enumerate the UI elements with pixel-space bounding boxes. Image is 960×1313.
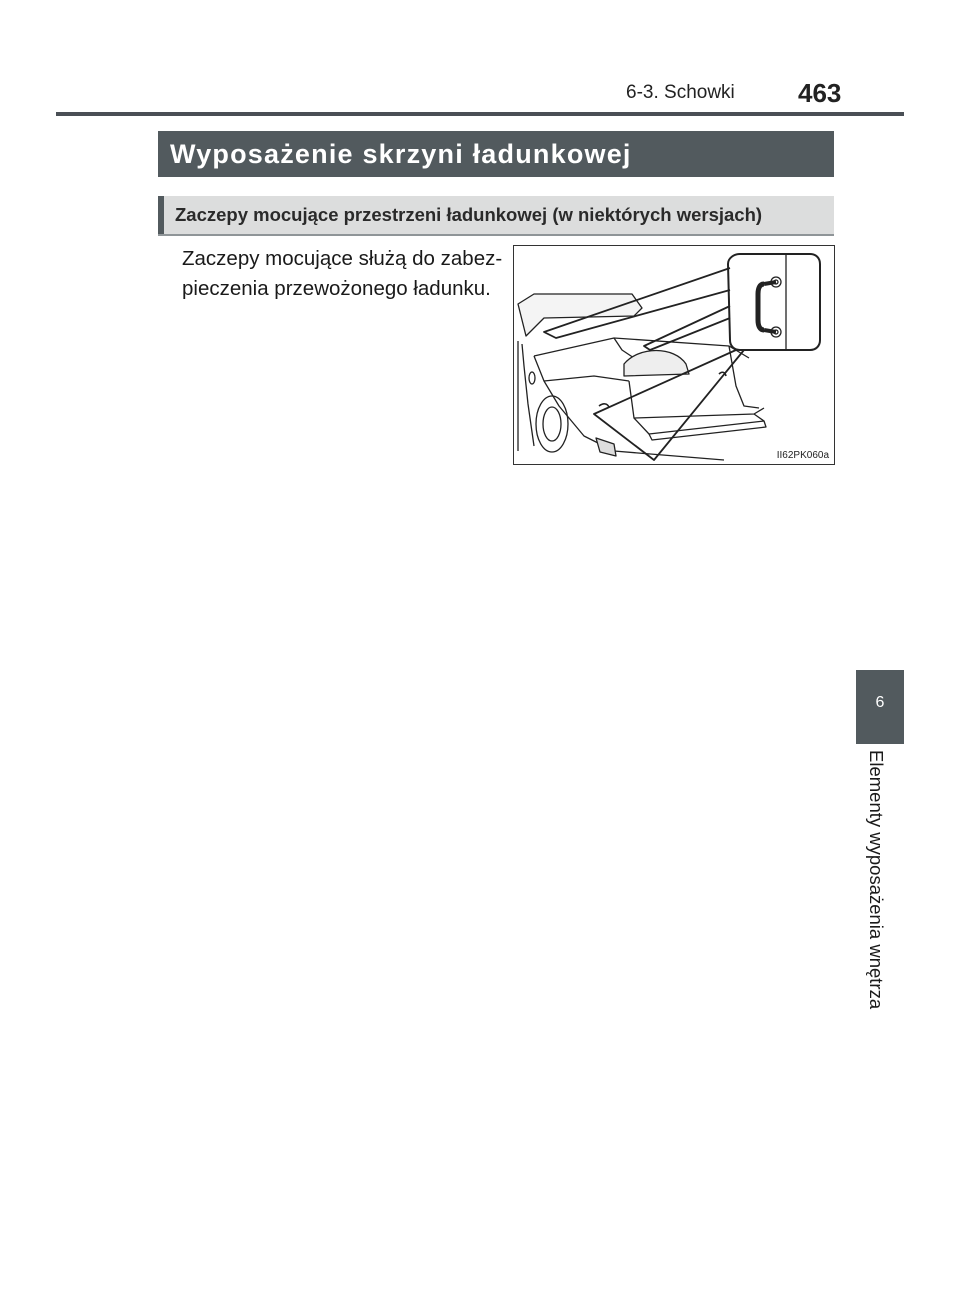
rear-wheel — [536, 396, 568, 452]
bed-side — [544, 381, 724, 460]
subsection-title: Zaczepy mocujące przestrzeni ładunkowej (w niektórych wersjach) — [175, 204, 763, 225]
section-title: Wyposażenie skrzyni ładunkowej — [170, 139, 632, 169]
bed-hook-front — [599, 404, 609, 407]
cargo-bed-illustration — [513, 245, 835, 465]
body-line: Zaczepy mocujące służą do zabez- — [182, 247, 503, 270]
section-title-bar — [158, 131, 834, 177]
body-line: pieczenia przewożonego ładunku. — [182, 277, 491, 300]
tail-light — [596, 438, 616, 456]
zoom-callout — [728, 254, 820, 350]
header-section-title: 6-3. Schowki — [626, 82, 735, 103]
subsection-marker — [158, 196, 164, 234]
chapter-label — [862, 750, 892, 1040]
bed-floor — [629, 381, 764, 418]
cab-roof — [518, 294, 642, 336]
figure-code: II62PK060a — [776, 450, 829, 461]
body-paragraph — [182, 244, 503, 304]
pickup-bed-drawing — [514, 246, 834, 464]
header-rule — [56, 112, 904, 116]
subsection-title-bar — [158, 196, 834, 236]
chapter-title: Elementy wyposażenia wnętrza — [866, 750, 887, 1010]
page-number: 463 — [798, 78, 842, 108]
wheel-housing — [624, 351, 689, 377]
chapter-tab — [856, 670, 904, 744]
chapter-number: 6 — [875, 694, 885, 711]
